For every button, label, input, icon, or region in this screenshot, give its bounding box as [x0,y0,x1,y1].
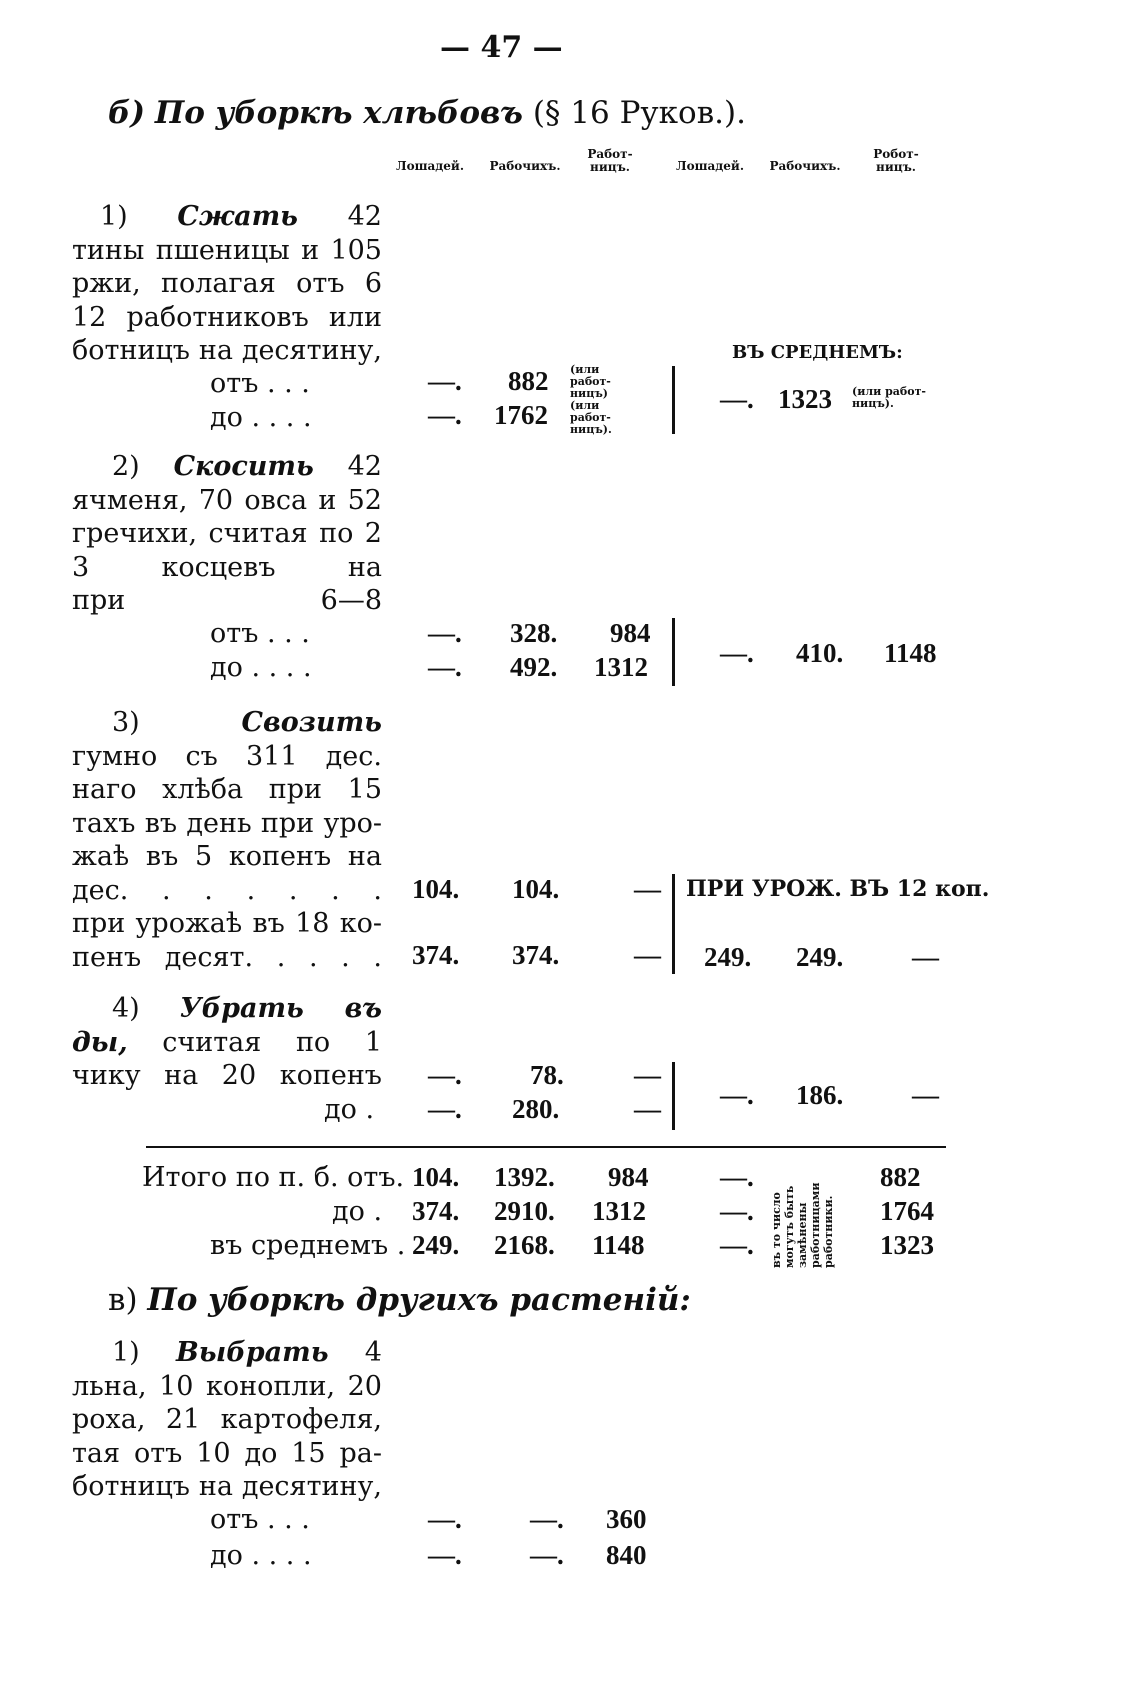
totals-do-label: до . [332,1196,383,1227]
item2-do-dash: —. [428,652,462,682]
item3-row1-workers: 104. [512,874,560,904]
item3-description [72,706,382,974]
section-b-heading [108,95,746,131]
item4-line-3: чику на 20 копенъ [72,1060,382,1091]
item3-row2-horses: 374. [412,940,460,970]
item5-ot-dash-2: —. [530,1504,564,1534]
item4-do-workers: 280. [512,1094,560,1124]
item1-ot-value: 882 [508,366,549,396]
totals-ot-label: Итого по п. б. отъ. [142,1162,405,1193]
item2-line-1: 2) Скосить 42 [112,451,382,482]
item5-line-3: роха, 21 картофеля, [72,1404,382,1435]
item4-do-women: — [634,1094,661,1124]
item2-do-label: до . . . . [210,652,312,683]
item1-do-value: 1762 [494,400,548,430]
item4-avg-dash: —. [720,1080,754,1110]
item1-avg-dash: —. [720,384,754,414]
item3-avg-women: — [912,942,939,972]
item5-line-1: 1) Выбрать 4 [112,1337,382,1368]
item5-line-4: тая отъ 10 до 15 ра- [72,1437,382,1469]
section-b-prefix: б) [108,95,146,131]
item2-ot-dash: —. [428,618,462,648]
item3-row1-women: — [634,874,661,904]
item5-ot-dash-1: —. [428,1504,462,1534]
totals-ot-workers: 1392. [494,1162,555,1192]
item3-row2-women: — [634,940,661,970]
totals-right-dash-1: —. [720,1162,754,1192]
item3-row1-horses: 104. [412,874,460,904]
item1-line-1: 1) Сжать 42 [100,201,382,232]
item1-do-dash: —. [428,400,462,430]
totals-avg-label: въ среднемъ . [210,1230,406,1261]
totals-avg-horses: 249. [412,1230,460,1260]
totals-rule [146,1146,946,1148]
item2-avg-workers: 410. [796,638,844,668]
page-number: — 47 — [440,30,563,65]
item4-description [72,992,382,1093]
item4-do-label: до . [324,1094,375,1125]
col-header-right-3: Робот-ницъ. [873,147,919,174]
item1-do-note: (или работ-ницъ). [570,399,612,436]
item1-line-3: ржи, полагая отъ 6 [72,268,382,299]
item4-ot-women: — [634,1060,661,1090]
totals-ot-horses: 104. [412,1162,460,1192]
item5-do-women: 840 [606,1540,647,1570]
item4-ot-dash: —. [428,1060,462,1090]
item3-line-des2: пенъ десят. . . . . [72,941,382,973]
item1-avg-label: ВЪ СРЕДНЕМЪ: [732,342,903,363]
item5-description [72,1336,382,1504]
totals-right-value-3: 1323 [880,1230,934,1260]
section-v-title: По уборкѣ другихъ растеній: [147,1282,691,1318]
totals-avg-workers: 2168. [494,1230,555,1260]
item3-line-4: тахъ въ день при уро- [72,807,382,839]
totals-avg-women: 1148 [592,1230,645,1260]
section-v-prefix: в) [108,1282,138,1318]
item3-avg-workers: 249. [796,942,844,972]
item1-line-2: тины пшеницы и 105 [72,234,382,266]
item3-line-1: 3) Свозить [112,707,382,738]
item2-avg-dash: —. [720,638,754,668]
item2-line-3: гречихи, считая по 2 [72,518,382,549]
totals-right-dash-2: —. [720,1196,754,1226]
col-header-left-3: Работ-ницъ. [587,147,633,174]
item5-ot-label: отъ . . . [210,1504,310,1535]
item3-divider [672,874,675,974]
item3-line-des: дес. . . . . . . [72,874,382,906]
col-header-left-2: Рабочихъ. [489,159,561,173]
item2-line-2: ячменя, 70 овса и 52 [72,484,382,516]
item5-do-dash-2: —. [530,1540,564,1570]
item4-ot-workers: 78. [530,1060,564,1090]
totals-right-dash-3: —. [720,1230,754,1260]
item2-line-5: при 6—8 [72,585,382,616]
section-b-title: По уборкѣ хлѣбовъ [154,95,523,131]
item1-line-5: ботницъ на десятину, [72,335,382,366]
item1-description [72,200,382,368]
totals-do-horses: 374. [412,1196,460,1226]
item4-divider [672,1062,675,1130]
item3-line-2: гумно съ 311 дес. [72,740,382,772]
item2-description [72,450,382,618]
item2-ot-women: 984 [610,618,651,648]
item3-line-5: жаѣ въ 5 копенъ на [72,841,382,872]
item2-do-workers: 492. [510,652,558,682]
col-header-right-2: Рабочихъ. [769,159,841,173]
section-v-heading [108,1282,691,1318]
item2-do-women: 1312 [594,652,648,682]
item3-avg-horses: 249. [704,942,752,972]
item1-ot-label: отъ . . . [210,368,310,399]
item4-line-1: 4) Убрать въ [112,993,382,1024]
item2-divider [672,618,675,686]
item3-line-3: наго хлѣба при 15 [72,774,382,805]
item4-avg-workers: 186. [796,1080,844,1110]
totals-ot-women: 984 [608,1162,649,1192]
item5-ot-women: 360 [606,1504,647,1534]
item2-line-4: 3 косцевъ на [72,551,382,583]
item1-ot-note: (или работ-ницъ) [570,363,611,400]
item1-do-label: до . . . . [210,402,312,433]
item5-do-label: до . . . . [210,1540,312,1571]
totals-do-women: 1312 [592,1196,646,1226]
item5-line-2: льна, 10 конопли, 20 [72,1370,382,1402]
totals-rotated-note: въ то число могутъ быть замѣнены работницами работники. [770,1182,835,1268]
col-header-right-1: Лошадей. [676,159,744,173]
item3-line-pri: при урожаѣ въ 18 ко- [72,908,382,939]
col-header-left-1: Лошадей. [396,159,464,173]
item5-line-5: ботницъ на десятину, [72,1471,382,1502]
item2-ot-workers: 328. [510,618,558,648]
item1-avg-value: 1323 [778,384,832,414]
item4-avg-women: — [912,1080,939,1110]
section-b-ref: (§ 16 Руков.). [532,95,746,131]
item1-avg-note: (или работ-ницъ). [852,385,926,410]
totals-right-value-2: 1764 [880,1196,934,1226]
item2-ot-label: отъ . . . [210,618,310,649]
item1-divider [672,366,675,434]
item2-avg-women: 1148 [884,638,937,668]
totals-right-value-1: 882 [880,1162,921,1192]
item4-line-2: ды, считая по 1 [72,1026,382,1058]
item1-line-4: 12 работниковъ или [72,301,382,333]
item4-do-dash: —. [428,1094,462,1124]
item3-avg-label: ПРИ УРОЖ. ВЪ 12 коп. [686,876,990,902]
totals-do-workers: 2910. [494,1196,555,1226]
item1-ot-dash: —. [428,366,462,396]
item3-row2-workers: 374. [512,940,560,970]
item5-do-dash-1: —. [428,1540,462,1570]
